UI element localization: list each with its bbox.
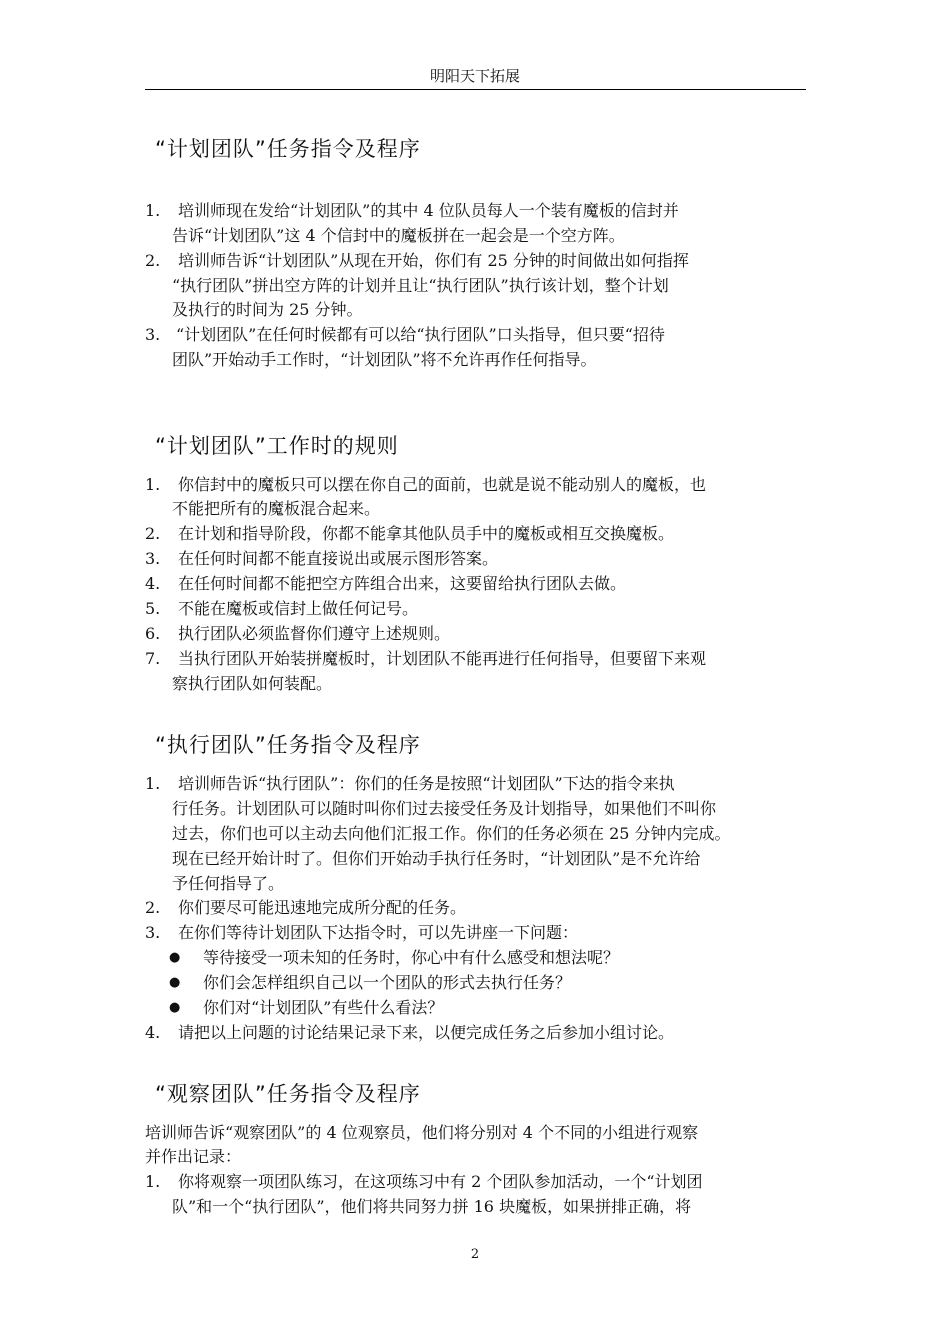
list-item-line: 在任何时间都不能直接说出或展示图形答案。: [178, 549, 499, 568]
list-item-line: 在任何时间都不能把空方阵组合出来，这要留给执行团队去做。: [178, 574, 627, 593]
list-item-line: 在计划和指导阶段，你都不能拿其他队员手中的魔板或相互交换魔板。: [178, 524, 675, 543]
paragraph-line: 培训师告诉“观察团队”的 4 位观察员，他们将分别对 4 个不同的小组进行观察: [145, 1123, 699, 1142]
bullet-item-line: 等待接受一项未知的任务时，你心中有什么感受和想法呢？: [203, 948, 620, 967]
bullet-icon: ●: [169, 975, 181, 990]
list-number: 3.: [145, 923, 161, 942]
list-item-line: “执行团队”拼出空方阵的计划并且让“执行团队”执行该计划，整个计划: [172, 276, 669, 295]
list-number: 1.: [145, 1172, 161, 1191]
section-heading: “观察团队”任务指令及程序: [155, 1082, 421, 1106]
list-item-line: 现在已经开始计时了。但你们开始动手执行任务时，“计划团队”是不允许给: [172, 849, 701, 868]
list-item-line: 察执行团队如何装配。: [172, 674, 333, 693]
list-number: 2.: [145, 898, 161, 917]
bullet-icon: ●: [169, 950, 181, 965]
bullet-item-line: 你们对“计划团队”有些什么看法？: [203, 998, 444, 1017]
list-number: 5.: [145, 599, 161, 618]
list-number: 2.: [145, 251, 161, 270]
list-number: 7.: [145, 649, 161, 668]
header-rule: [145, 89, 806, 90]
list-number: 1.: [145, 201, 161, 220]
list-item-line: 培训师告诉“计划团队”从现在开始，你们有 25 分钟的时间做出如何指挥: [178, 251, 689, 270]
list-number: 1.: [145, 475, 161, 494]
list-number: 6.: [145, 624, 161, 643]
list-item-line: 团队”开始动手工作时，“计划团队”将不允许再作任何指导。: [172, 350, 597, 369]
list-item-line: 培训师告诉“执行团队”：你们的任务是按照“计划团队”下达的指令来执: [178, 774, 675, 793]
list-number: 4.: [145, 574, 161, 593]
list-number: 3.: [145, 325, 161, 344]
list-item-line: 告诉“计划团队”这 4 个信封中的魔板拼在一起会是一个空方阵。: [172, 226, 625, 245]
list-item-line: 在你们等待计划团队下达指令时，可以先讲座一下问题：: [178, 923, 579, 942]
bullet-item-line: 你们会怎样组织自己以一个团队的形式去执行任务？: [203, 973, 572, 992]
page-header: 明阳天下拓展: [429, 67, 520, 85]
list-item-line: 你们要尽可能迅速地完成所分配的任务。: [178, 898, 467, 917]
list-item-line: 你信封中的魔板只可以摆在你自己的面前，也就是说不能动别人的魔板，也: [178, 475, 707, 494]
list-item-line: 行任务。计划团队可以随时叫你们过去接受任务及计划指导，如果他们不叫你: [172, 799, 717, 818]
list-item-line: 你将观察一项团队练习，在这项练习中有 2 个团队参加活动，一个“计划团: [178, 1172, 703, 1191]
list-number: 1.: [145, 774, 161, 793]
list-item-line: “计划团队”在任何时候都有可以给“执行团队”口头指导，但只要“招待: [176, 325, 665, 344]
list-item-line: 予任何指导了。: [172, 874, 285, 893]
paragraph-line: 并作出记录：: [145, 1147, 242, 1166]
list-item-line: 执行团队必须监督你们遵守上述规则。: [178, 624, 451, 643]
list-item-line: 不能把所有的魔板混合起来。: [172, 499, 381, 518]
list-number: 4.: [145, 1023, 161, 1042]
page-number: 2: [470, 1247, 480, 1262]
list-item-line: 队”和一个“执行团队”，他们将共同努力拼 16 块魔板，如果拼排正确，将: [172, 1197, 692, 1216]
list-item-line: 当执行团队开始装拼魔板时，计划团队不能再进行任何指导，但要留下来观: [178, 649, 707, 668]
list-item-line: 过去，你们也可以主动去向他们汇报工作。你们的任务必须在 25 分钟内完成。: [172, 824, 731, 843]
list-number: 3.: [145, 549, 161, 568]
list-item-line: 及执行的时间为 25 分钟。: [172, 300, 363, 319]
bullet-icon: ●: [169, 1000, 181, 1015]
list-item-line: 请把以上问题的讨论结果记录下来，以便完成任务之后参加小组讨论。: [178, 1023, 675, 1042]
list-number: 2.: [145, 524, 161, 543]
list-item-line: 不能在魔板或信封上做任何记号。: [178, 599, 419, 618]
section-heading: “计划团队”任务指令及程序: [155, 137, 421, 161]
section-heading: “计划团队”工作时的规则: [155, 434, 399, 458]
section-heading: “执行团队”任务指令及程序: [155, 733, 421, 757]
list-item-line: 培训师现在发给“计划团队”的其中 4 位队员每人一个装有魔板的信封并: [178, 201, 679, 220]
